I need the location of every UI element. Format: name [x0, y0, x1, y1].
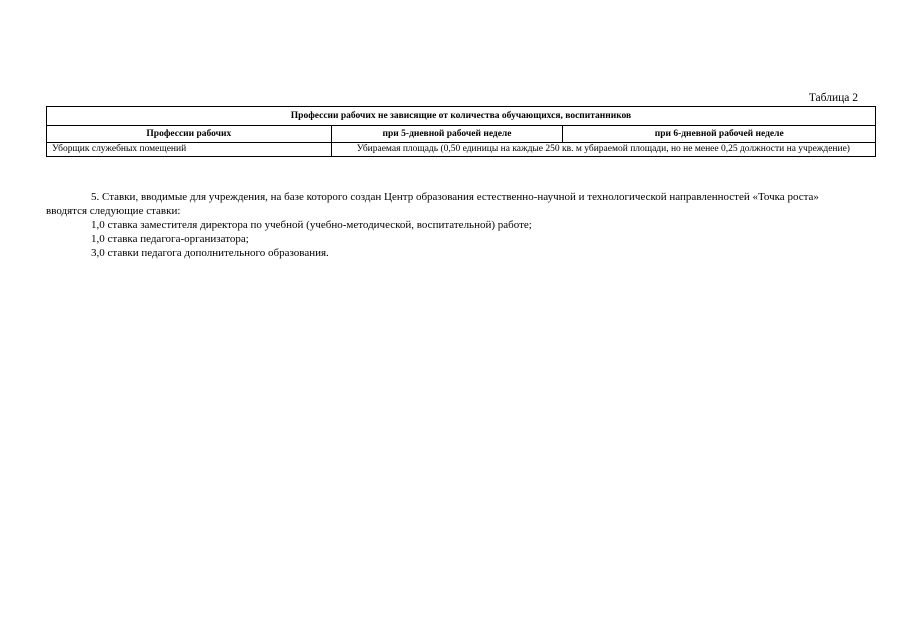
table-row: [47, 143, 876, 157]
column-header-5-day-week: при 5-дневной рабочей неделе: [331, 126, 563, 143]
list-item: 1,0 ставка педагога-организатора;: [91, 233, 249, 245]
table-caption: Таблица 2: [808, 92, 858, 104]
section-text: [46, 190, 836, 260]
table-title-row: [47, 107, 876, 126]
column-header-profession: Профессии рабочих: [47, 126, 332, 143]
table-title: Профессии рабочих не зависящие от количества обучающихся, воспитанников: [47, 107, 876, 126]
staffing-table: [46, 106, 876, 157]
norm-cell: Убираемая площадь (0,50 единицы на каждые 250 кв. м убираемой площади, но не менее 0,25 должности на учреждение): [331, 143, 875, 157]
section-lead-paragraph: 5. Ставки, вводимые для учреждения, на базе которого создан Центр образования естественно-научной и технологической направленностей «Точка роста» вводятся следующие ставки:: [46, 191, 819, 217]
list-item: 3,0 ставки педагога дополнительного образования.: [91, 247, 329, 259]
list-item: 1,0 ставка заместителя директора по учебной (учебно-методической, воспитательной) работе;: [91, 219, 532, 231]
table-header-row: [47, 126, 876, 143]
column-header-6-day-week: при 6-дневной рабочей неделе: [563, 126, 876, 143]
profession-cell: Уборщик служебных помещений: [47, 143, 332, 157]
